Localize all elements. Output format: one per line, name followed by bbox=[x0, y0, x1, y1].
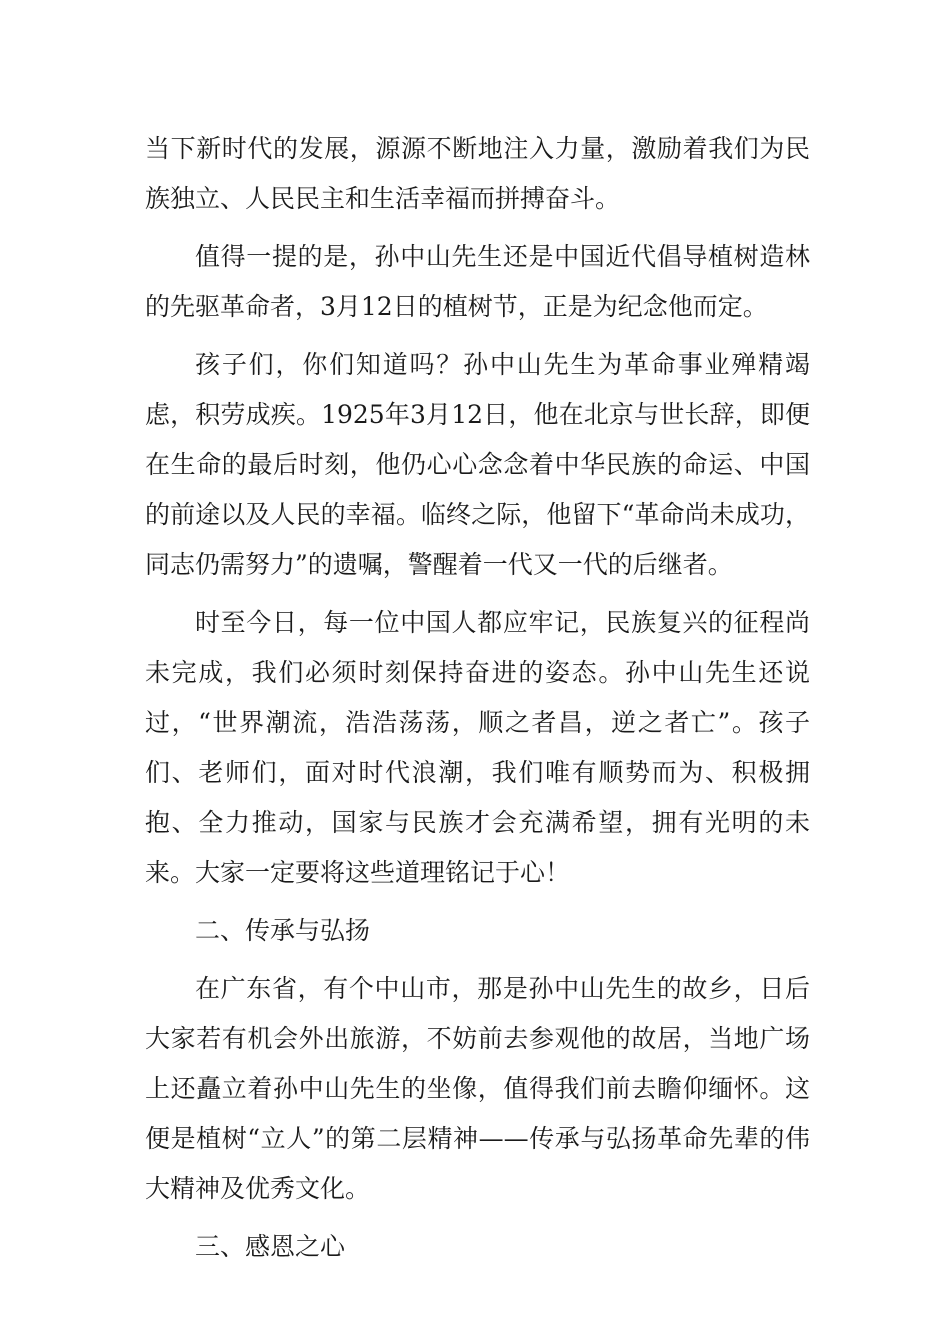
paragraph-continuation: 当下新时代的发展，源源不断地注入力量，激励着我们为民族独立、人民民主和生活幸福而拼搏奋斗。 bbox=[145, 134, 810, 213]
paragraph-arbor-day: 值得一提的是，孙中山先生还是中国近代倡导植树造林的先驱革命者，3月12日的植树节，正是为纪念他而定。 bbox=[145, 242, 810, 321]
paragraph-gap bbox=[145, 1214, 810, 1222]
paragraph-gap bbox=[145, 224, 810, 232]
paragraph-gap bbox=[145, 590, 810, 598]
paragraph-gap bbox=[145, 898, 810, 906]
document-body bbox=[145, 124, 810, 1272]
paragraph-sun-yat-sen-death: 孩子们，你们知道吗？孙中山先生为革命事业殚精竭虑，积劳成疾。1925年3月12日，他在北京与世长辞，即便在生命的最后时刻，他仍心心念念着中华民族的命运、中国的前途以及人民的幸福。临终之际，他留下“革命尚未成功，同志仍需努力”的遗嘱，警醒着一代又一代的后继者。 bbox=[145, 350, 810, 579]
section-heading-gratitude: 三、感恩之心 bbox=[195, 1232, 346, 1261]
paragraph-gap bbox=[145, 956, 810, 964]
section-heading-inherit: 二、传承与弘扬 bbox=[195, 916, 371, 945]
paragraph-gap bbox=[145, 332, 810, 340]
paragraph-zhongshan: 在广东省，有个中山市，那是孙中山先生的故乡，日后大家若有机会外出旅游，不妨前去参观他的故居，当地广场上还矗立着孙中山先生的坐像，值得我们前去瞻仰缅怀。这便是植树“立人”的第二层精神——传承与弘扬革命先辈的伟大精神及优秀文化。 bbox=[145, 974, 810, 1203]
paragraph-national-rejuvenation: 时至今日，每一位中国人都应牢记，民族复兴的征程尚未完成，我们必须时刻保持奋进的姿态。孙中山先生还说过，“世界潮流，浩浩荡荡，顺之者昌，逆之者亡”。孩子们、老师们，面对时代浪潮，我们唯有顺势而为、积极拥抱、全力推动，国家与民族才会充满希望，拥有光明的未来。大家一定要将这些道理铭记于心！ bbox=[145, 608, 810, 887]
